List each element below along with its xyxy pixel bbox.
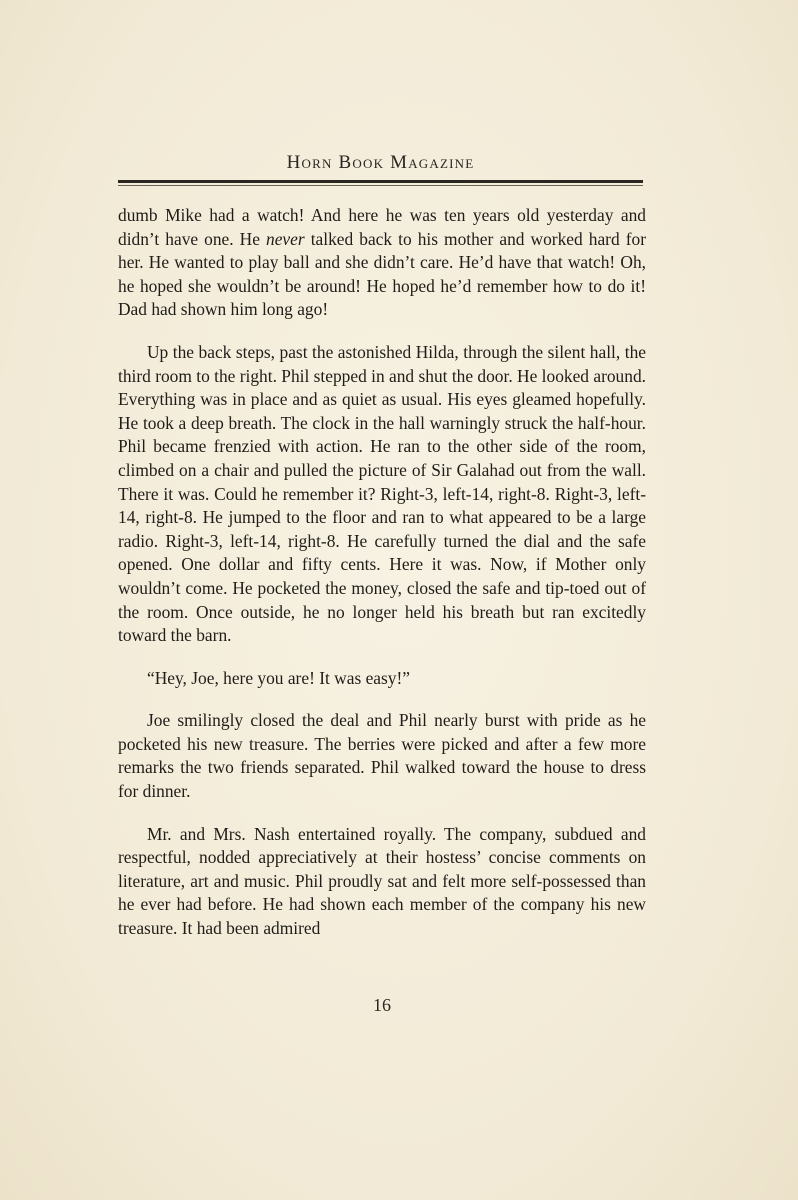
paragraph-3: “Hey, Joe, here you are! It was easy!” [147,667,410,688]
paragraph-2: Up the back steps, past the astonished Hilda, through the silent hall, the third room to the right. Phil stepped in and shut the door. He looked around. Everything was in place and as quiet as usual. His eyes gleamed hopefully. He took a deep breath. The clock in the hall warningly struck the half-hour. Phil became frenzied with action. He ran to the other side of the room, climbed on a chair and pulled the picture of Sir Galahad out from the wall. There it was. Could he remember it? Right-3, left-14, right-8. Right-3, left-14, right-8. He jumped to the floor and ran to what appeared to be a large radio. Right-3, left-14, right-8. He carefully turned the dial and the safe opened. One dollar and fifty cents. Here it was. Now, if Mother only wouldn’t come. He pocketed the money, closed the safe and tip-toed out of the room. Once outside, he no longer held his breath but ran excitedly toward the barn. [118,341,646,646]
body-text [118,204,646,960]
paragraph-4: Joe smilingly closed the deal and Phil nearly burst with pride as he pocketed his new treasure. The berries were picked and after a few more remarks the two friends separated. Phil walked toward the house to dress for dinner. [118,710,646,802]
paragraph-1-before: dumb Mike had a watch! And here he was ten years old yesterday and didn’t have one. He [118,205,646,249]
paragraph-1-after: talked back to his mother and worked hard for her. He wanted to play ball and she didn’t care. He’d have that watch! Oh, he hoped she wouldn’t be around! He hoped he’d remember how to do it! Dad had shown him long ago! [118,228,646,320]
header-rule [118,180,643,183]
header-rule-thin [118,185,643,186]
paragraph-1 [118,204,646,322]
page-number: 16 [373,995,391,1015]
running-head: Horn Book Magazine [286,152,475,173]
paragraph-5: Mr. and Mrs. Nash entertained royally. The company, subdued and respectful, nodded appreciatively at their hostess’ concise comments on literature, art and music. Phil proudly sat and felt more self-possessed than he ever had before. He had shown each member of the company his new treasure. It had been admired [118,823,646,939]
paragraph-1-emphasis: never [266,228,305,249]
